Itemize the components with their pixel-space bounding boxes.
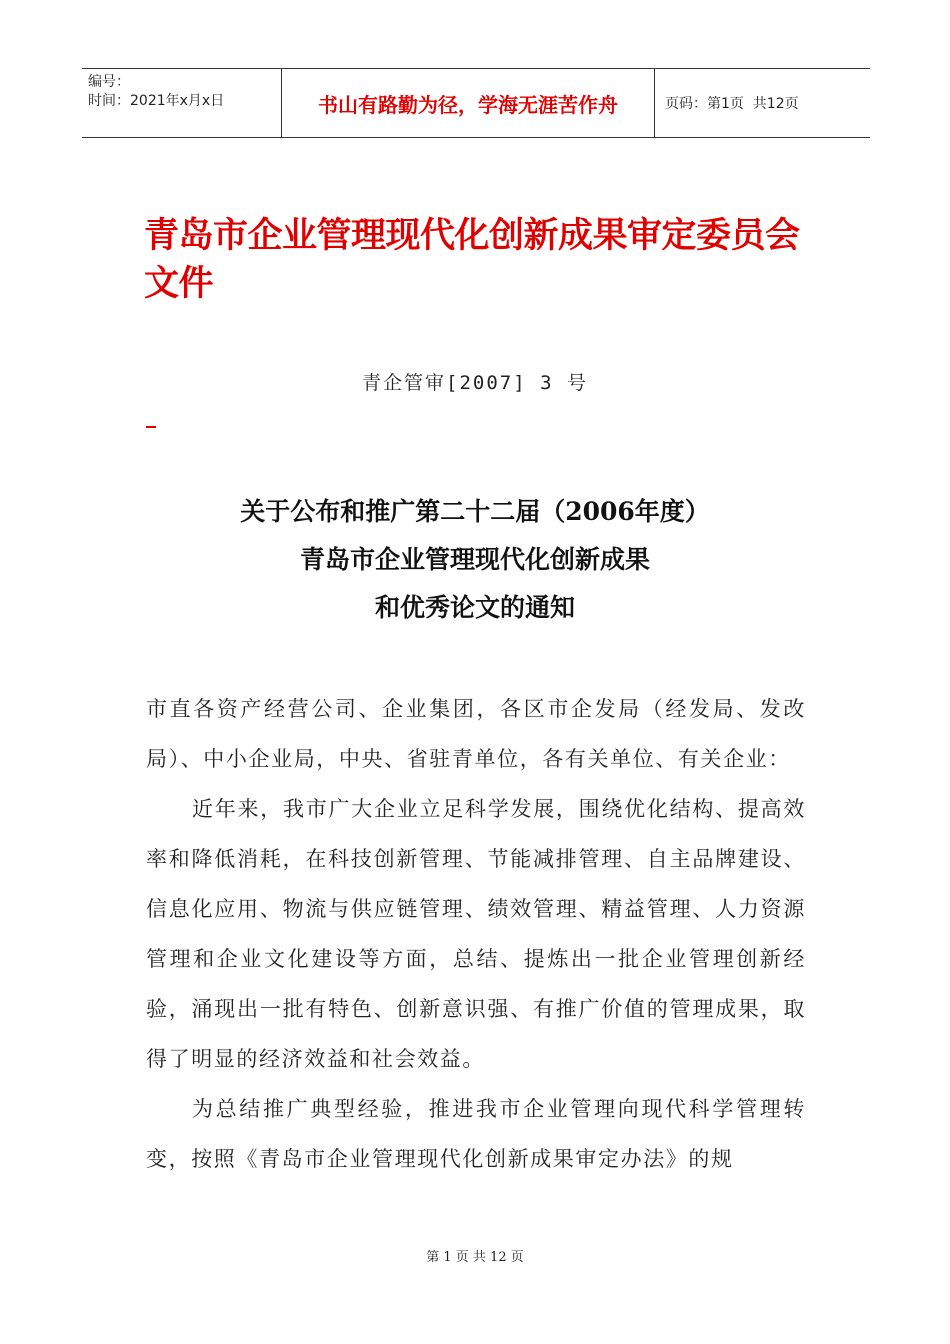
notice-title (0, 488, 950, 632)
date-label: 时间：2021年x月x日 (88, 93, 225, 109)
recipients-paragraph: 市直各资产经营公司、企业集团，各区市企发局（经发局、发改局）、中小企业局，中央、省驻青单位，各有关单位、有关企业： (146, 697, 806, 771)
notice-title-line-2: 青岛市企业管理现代化创新成果 (299, 545, 650, 574)
number-label: 编号： (88, 74, 130, 90)
header-meta-cell (82, 69, 282, 137)
red-separator-mark (146, 426, 156, 428)
page-footer (0, 1246, 950, 1265)
header-page-info: 页码：第1页 共12页 (665, 96, 799, 112)
header-page-info-cell (655, 69, 870, 137)
document-number: 青企管审[2007] 3 号 (362, 372, 588, 394)
document-body (146, 684, 806, 1184)
body-paragraph-1: 近年来，我市广大企业立足科学发展，围绕优化结构、提高效率和降低消耗，在科技创新管理、节能减排管理、自主品牌建设、信息化应用、物流与供应链管理、绩效管理、精益管理、人力资源管理和企业文化建设等方面，总结、提炼出一批企业管理创新经验，涌现出一批有特色、创新意识强、有推广价值的管理成果，取得了明显的经济效益和社会效益。 (146, 797, 806, 1071)
notice-title-line-1: 关于公布和推广第二十二届（2006年度） (240, 497, 710, 526)
issuer-title: 青岛市企业管理现代化创新成果审定委员会文件 (144, 216, 800, 304)
header-motto: 书山有路勤为径，学海无涯苦作舟 (282, 69, 655, 137)
footer-page-label: 第 1 页 共 12 页 (426, 1250, 524, 1265)
notice-title-line-3: 和优秀论文的通知 (374, 593, 575, 622)
document-header-table (82, 68, 870, 138)
body-paragraph-2: 为总结推广典型经验，推进我市企业管理向现代科学管理转变，按照《青岛市企业管理现代化创新成果审定办法》的规 (146, 1097, 806, 1171)
